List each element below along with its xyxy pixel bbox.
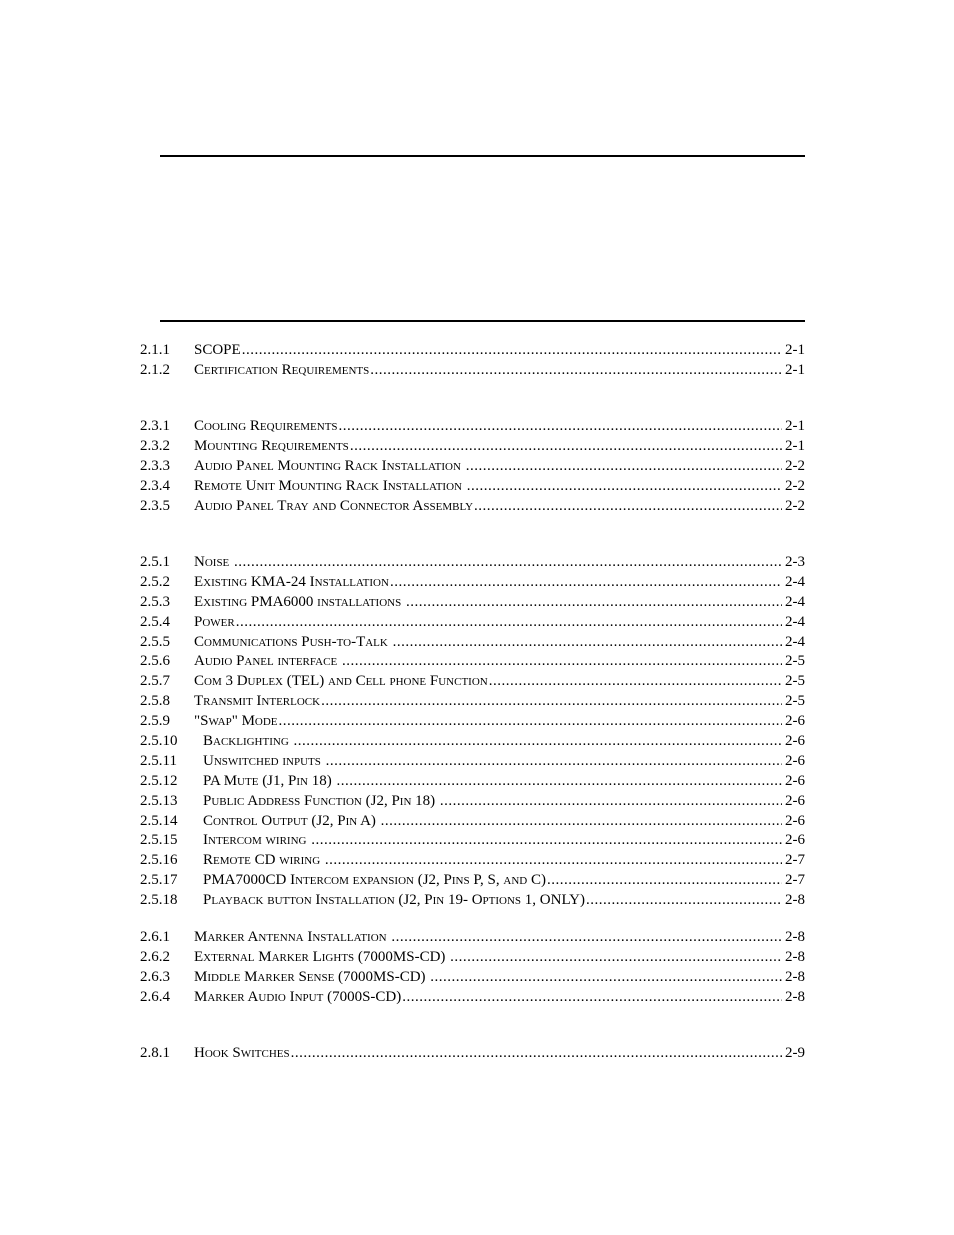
dot-leader <box>321 692 782 712</box>
toc-group <box>140 417 805 516</box>
toc-entry-page: 2-8 <box>785 892 805 909</box>
toc-entry-title: Unswitched inputs <box>203 752 325 769</box>
toc-entry-body <box>194 553 805 573</box>
dot-leader <box>430 968 782 988</box>
toc-entry[interactable] <box>140 732 805 752</box>
toc-entry-number: 2.5.5 <box>140 633 170 650</box>
toc-entry-page: 2-3 <box>785 554 805 570</box>
toc-entry-title: Playback button Installation (J2, Pin 19- Options 1, ONLY) <box>203 892 585 909</box>
toc-entry-body <box>203 891 805 911</box>
toc-entry[interactable] <box>140 988 805 1008</box>
toc-entry[interactable] <box>140 593 805 613</box>
toc-entry-body <box>203 871 805 891</box>
toc-entry[interactable] <box>140 851 805 871</box>
dot-leader <box>326 752 782 772</box>
toc-entry[interactable] <box>140 613 805 633</box>
toc-entry[interactable] <box>140 417 805 437</box>
toc-entry-number: 2.5.2 <box>140 573 170 590</box>
dot-leader <box>467 477 782 497</box>
toc-entry-page: 2-5 <box>785 693 805 710</box>
section-rule <box>160 320 805 322</box>
toc-entry-page: 2-1 <box>785 361 805 378</box>
toc-entry-body <box>203 772 805 792</box>
toc-entry-page: 2-6 <box>785 733 805 750</box>
toc-entry-title: Remote CD wiring <box>203 852 324 869</box>
toc-entry[interactable] <box>140 477 805 497</box>
dot-leader <box>294 732 782 752</box>
toc-entry[interactable] <box>140 752 805 772</box>
toc-entry-title: Cooling Requirements <box>194 418 338 434</box>
toc-entry[interactable] <box>140 891 805 911</box>
toc-entry[interactable] <box>140 497 805 517</box>
toc-entry-title: Existing KMA-24 Installation <box>194 573 389 590</box>
toc-entry-body <box>194 457 805 477</box>
dot-leader <box>342 652 782 672</box>
toc-entry-body <box>194 613 805 633</box>
toc-entry-number: 2.5.16 <box>140 852 178 869</box>
toc-group <box>140 341 805 381</box>
toc-entry-number: 2.5.8 <box>140 693 170 710</box>
toc-entry-page: 2-2 <box>785 457 805 474</box>
toc-entry-number: 2.6.3 <box>140 968 170 985</box>
toc-entry-page: 2-6 <box>785 772 805 789</box>
toc-entry[interactable] <box>140 553 805 573</box>
toc-entry[interactable] <box>140 692 805 712</box>
toc-entry-title: Com 3 Duplex (TEL) and Cell phone Function <box>194 673 488 690</box>
toc-entry-page: 2-8 <box>785 988 805 1005</box>
toc-entry-title: Remote Unit Mounting Rack Installation <box>194 477 466 494</box>
toc-entry-body <box>203 792 805 812</box>
toc-entry-page: 2-6 <box>785 812 805 829</box>
toc-entry-page: 2-1 <box>785 418 805 434</box>
toc-entry[interactable] <box>140 437 805 457</box>
toc-group <box>140 928 805 1008</box>
toc-entry[interactable] <box>140 812 805 832</box>
toc-entry-page: 2-4 <box>785 613 805 630</box>
toc-entry-body <box>194 988 805 1008</box>
toc-entry-page: 2-5 <box>785 673 805 690</box>
toc-entry[interactable] <box>140 1044 805 1064</box>
dot-leader <box>236 613 782 633</box>
toc-entry[interactable] <box>140 831 805 851</box>
toc-entry-title: Control Output (J2, Pin A) <box>203 812 380 829</box>
toc-entry-body <box>194 1044 805 1064</box>
toc-entry-title: SCOPE <box>194 342 241 358</box>
toc-entry-title: Noise <box>194 554 234 570</box>
dot-leader <box>325 851 782 871</box>
toc-entry-title: Public Address Function (J2, Pin 18) <box>203 792 439 809</box>
toc-entry-title: Existing PMA6000 installations <box>194 593 405 610</box>
dot-leader <box>336 772 782 792</box>
toc-entry-body <box>194 341 805 361</box>
dot-leader <box>390 573 782 593</box>
dot-leader <box>279 712 782 732</box>
toc-entry-body <box>194 477 805 497</box>
toc-entry-title: Audio Panel Mounting Rack Installation <box>194 457 465 474</box>
toc-entry-title: Hook Switches <box>194 1045 290 1061</box>
toc-entry-title: Marker Audio Input (7000S-CD) <box>194 988 402 1005</box>
toc-entry-page: 2-4 <box>785 593 805 610</box>
dot-leader <box>234 553 782 573</box>
toc-entry-page: 2-6 <box>785 713 805 730</box>
toc-entry-page: 2-6 <box>785 792 805 809</box>
dot-leader <box>402 988 782 1008</box>
dot-leader <box>242 341 782 361</box>
toc-entry-number: 2.6.4 <box>140 988 170 1005</box>
toc-entry-body <box>194 593 805 613</box>
toc-entry-title: External Marker Lights (7000MS-CD) <box>194 948 450 965</box>
toc-entry-body <box>194 437 805 457</box>
toc-entry-title: PMA7000CD Intercom expansion (J2, Pins P, S, and C) <box>203 872 546 889</box>
toc-entry-body <box>203 812 805 832</box>
toc-entry-body <box>194 633 805 653</box>
toc-entry-page: 2-6 <box>785 752 805 769</box>
dot-leader <box>474 497 782 517</box>
dot-leader <box>393 633 782 653</box>
toc-entry[interactable] <box>140 928 805 948</box>
toc-entry-body <box>203 732 805 752</box>
toc-entry-number: 2.3.4 <box>140 477 170 494</box>
toc-entry-number: 2.5.18 <box>140 892 178 909</box>
toc-entry[interactable] <box>140 457 805 477</box>
dot-leader <box>381 812 782 832</box>
dot-leader <box>406 593 782 613</box>
dot-leader <box>489 672 782 692</box>
toc-entry-body <box>194 928 805 948</box>
toc-entry-body <box>194 712 805 732</box>
dot-leader <box>586 891 782 911</box>
toc-entry[interactable] <box>140 871 805 891</box>
toc-entry-number: 2.5.13 <box>140 792 178 809</box>
toc-entry-number: 2.5.9 <box>140 713 170 730</box>
toc-entry[interactable] <box>140 712 805 732</box>
toc-entry-page: 2-7 <box>785 872 805 889</box>
toc-entry-page: 2-8 <box>785 948 805 965</box>
toc-entry[interactable] <box>140 948 805 968</box>
dot-leader <box>291 1044 782 1064</box>
toc-entry-body <box>194 948 805 968</box>
toc-entry[interactable] <box>140 361 805 381</box>
toc-entry[interactable] <box>140 633 805 653</box>
toc-entry-title: Audio Panel Tray and Connector Assembly <box>194 497 474 514</box>
toc-group <box>140 1044 805 1064</box>
toc-entry-page: 2-1 <box>785 437 805 454</box>
toc-group <box>140 553 805 911</box>
toc-entry-body <box>194 417 805 437</box>
toc-entry-body <box>203 851 805 871</box>
dot-leader <box>547 871 782 891</box>
toc-entry-page: 2-1 <box>785 342 805 358</box>
toc-entry-title: PA Mute (J1, Pin 18) <box>203 772 336 789</box>
dot-leader <box>440 792 782 812</box>
toc-entry-number: 2.3.2 <box>140 437 170 454</box>
toc-entry-body <box>194 573 805 593</box>
toc-entry-number: 2.5.11 <box>140 752 177 769</box>
toc-entry-page: 2-7 <box>785 852 805 869</box>
toc-entry-body <box>194 497 805 517</box>
toc-entry[interactable] <box>140 772 805 792</box>
toc-entry-title: Audio Panel interface <box>194 653 341 670</box>
toc-entry-number: 2.6.1 <box>140 929 170 945</box>
toc-entry-page: 2-8 <box>785 929 805 945</box>
toc-entry-page: 2-9 <box>785 1045 805 1061</box>
dot-leader <box>350 437 782 457</box>
toc-entry[interactable] <box>140 573 805 593</box>
toc-entry-number: 2.5.3 <box>140 593 170 610</box>
toc-entry-title: Intercom wiring <box>203 832 311 849</box>
toc-entry-page: 2-4 <box>785 573 805 590</box>
toc-entry-title: Communications Push-to-Talk <box>194 633 392 650</box>
toc-entry-number: 2.5.15 <box>140 832 178 849</box>
toc-entry[interactable] <box>140 792 805 812</box>
toc-entry-title: Certification Requirements <box>194 361 370 378</box>
toc-entry-title: Transmit Interlock <box>194 693 321 710</box>
toc-entry-number: 2.5.7 <box>140 673 170 690</box>
toc-entry-page: 2-6 <box>785 832 805 849</box>
top-rule <box>160 155 805 157</box>
dot-leader <box>339 417 782 437</box>
toc-entry-page: 2-5 <box>785 653 805 670</box>
toc-entry-title: Middle Marker Sense (7000MS-CD) <box>194 968 430 985</box>
toc-entry-body <box>194 652 805 672</box>
dot-leader <box>370 361 782 381</box>
toc-entry[interactable] <box>140 652 805 672</box>
toc-entry-number: 2.5.17 <box>140 872 178 889</box>
toc-entry-number: 2.5.10 <box>140 733 178 750</box>
toc-entry-body <box>194 968 805 988</box>
toc-entry-body <box>203 752 805 772</box>
toc-entry-number: 2.5.14 <box>140 812 178 829</box>
toc-entry-number: 2.5.4 <box>140 613 170 630</box>
toc-entry-number: 2.8.1 <box>140 1045 170 1061</box>
toc-entry-number: 2.3.1 <box>140 418 170 434</box>
toc-entry-page: 2-2 <box>785 477 805 494</box>
dot-leader <box>391 928 782 948</box>
toc-entry[interactable] <box>140 968 805 988</box>
toc-entry-body <box>194 692 805 712</box>
toc-entry-number: 2.5.1 <box>140 554 170 570</box>
toc-entry[interactable] <box>140 341 805 361</box>
toc-entry-number: 2.5.12 <box>140 772 178 789</box>
toc-entry-body <box>194 361 805 381</box>
toc-entry-title: Backlighting <box>203 733 293 750</box>
dot-leader <box>466 457 782 477</box>
toc-entry-page: 2-4 <box>785 633 805 650</box>
toc-entry-page: 2-2 <box>785 497 805 514</box>
toc-entry-number: 2.5.6 <box>140 653 170 670</box>
toc-entry-page: 2-8 <box>785 968 805 985</box>
dot-leader <box>450 948 782 968</box>
toc-entry-number: 2.6.2 <box>140 948 170 965</box>
toc-entry-number: 2.3.5 <box>140 497 170 514</box>
toc-entry-number: 2.1.2 <box>140 361 170 378</box>
toc-entry-body <box>203 831 805 851</box>
toc-entry-number: 2.1.1 <box>140 342 170 358</box>
toc-entry-title: Mounting Requirements <box>194 437 349 454</box>
toc-entry-title: Power <box>194 613 235 630</box>
toc-entry-title: Marker Antenna Installation <box>194 929 391 945</box>
toc-entry[interactable] <box>140 672 805 692</box>
toc-entry-body <box>194 672 805 692</box>
dot-leader <box>311 831 782 851</box>
toc-entry-number: 2.3.3 <box>140 457 170 474</box>
toc-entry-title: "Swap" Mode <box>194 713 278 730</box>
